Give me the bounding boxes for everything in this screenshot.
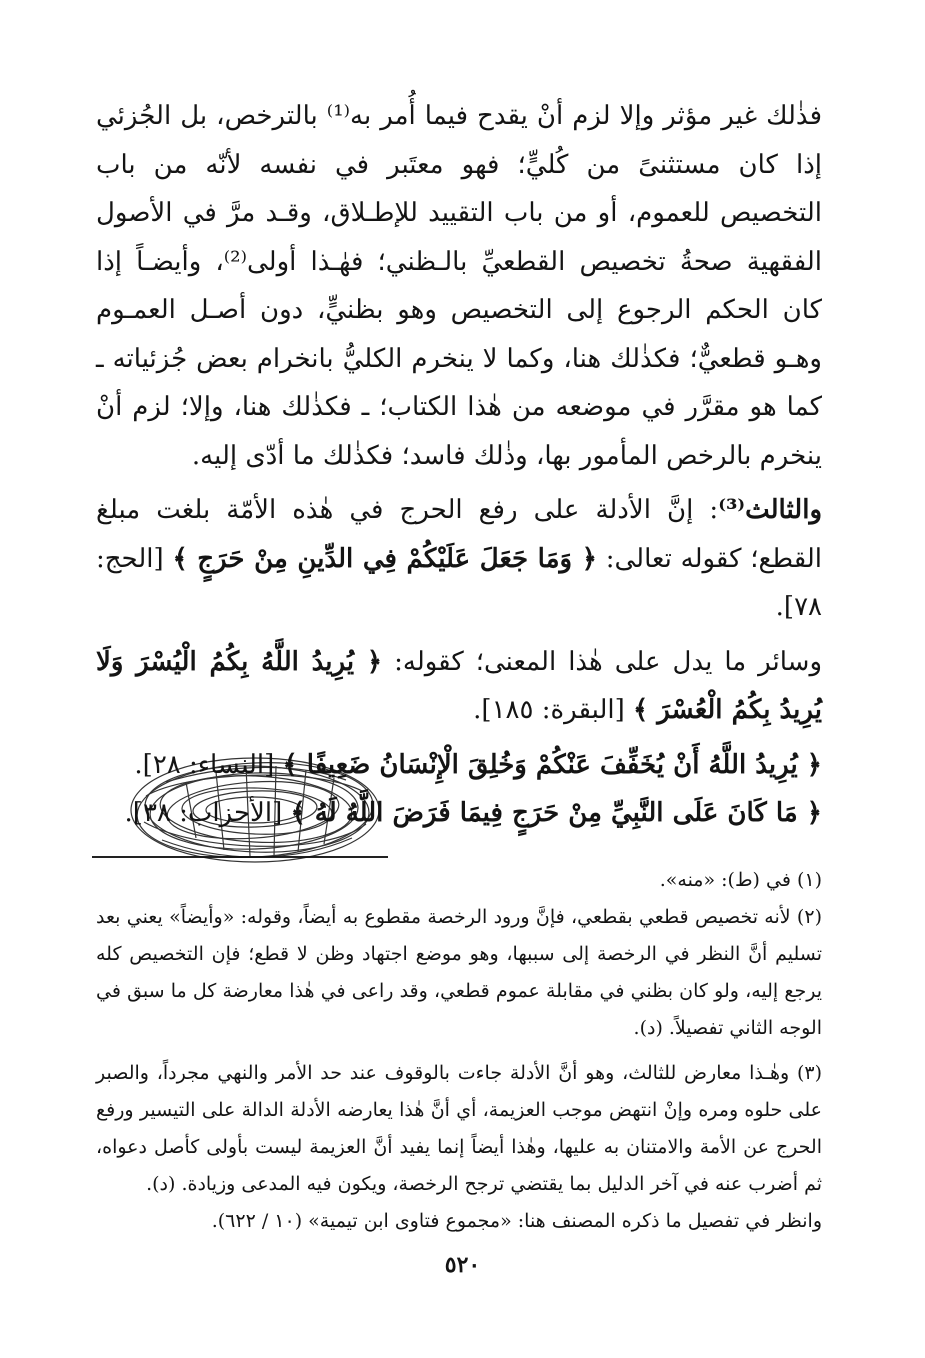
paragraph-3 <box>96 638 822 735</box>
verse-ref-ahzab: [الأحزاب: ٣٨]. <box>124 798 291 828</box>
footnote-1: (١) في (ط): «منه». <box>659 868 822 891</box>
verse-ref-baqarah: [البقرة: ١٨٥]. <box>473 695 634 725</box>
quran-verse-nisa: ﴿ يُرِيدُ اللَّهُ أَنْ يُخَفِّفَ عَنْكُمْ وَخُلِقَ الْإِنْسَانُ ضَعِيفًا ﴾ <box>282 749 822 780</box>
main-text <box>96 92 822 838</box>
verse-ref-hajj: [الحج: ٧٨]. <box>96 543 822 622</box>
paragraph-1: فذٰلك غير مؤثر وإلا لزم أنْ يقدح فيما أُمر به⁽¹⁾ بالترخص، بل الجُزئي إذا كان مستثنىً من كُليٍّ؛ فهو معتَبر في نفسه لأنّه من باب التخصيص للعموم، أو من باب التقييد للإطـلاق، وقـد مرَّ في الأصول الفقهية صحةُ تخصيص القطعيِّ بالـظني؛ فهٰـذا أولى⁽²⁾، وأيضـاً إذا كان الحكم الرجوع إلى التخصيص وهو بظنيٍّ، دون أصـل العمـوم وهـو قطعيٌّ؛ فكذٰلك هنا، وكما لا ينخرم الكليُّ بانخرام بعض جُزئياته ـ كما هو مقرَّر في موضعه من هٰذا الكتاب؛ ـ فكذٰلك هنا، وإلا؛ لزم أنْ ينخرم بالرخص المأمور بها، وذٰلك فاسد؛ فكذٰلك ما أدّى إليه. <box>96 101 822 471</box>
quran-verse-baqarah: ﴿ يُرِيدُ اللَّهُ بِكُمُ الْيُسْرَ وَلَا يُرِيدُ بِكُمُ الْعُسْرَ ﴾ <box>96 646 822 725</box>
footnote-3: (٣) وهٰـذا معارض للثالث، وهو أنَّ الأدلة جاءت بالوقوف عند حد الأمر والنهي مجرداً، والصبر على حلوه ومره وإنْ انتهض موجب العزيمة، أي أنَّ هٰذا يعارضه الأدلة الدالة على التيسير ورفع الحرج عن الأمة والامتنان به عليها، وهٰذا أيضاً إنما يفيد أنَّ العزيمة ليست بأولى كأصل دعواه، ثم أضرب عنه في آخر الدليل بما يقتضي ترجح الرخصة، ويكون فيه المدعى وزيادة. (د). <box>96 1061 823 1195</box>
footnote-4: وانظر في تفصيل ما ذكره المصنف هنا: «مجموع فتاوى ابن تيمية» (١٠ / ٦٢٢). <box>211 1209 822 1232</box>
paragraph-2-text: : إنَّ الأدلة على رفع الحرج في هٰذه الأمّة بلغت مبلغ القطع؛ كقوله تعالى: <box>96 495 822 574</box>
ink-scribble-mark <box>126 749 384 868</box>
quran-verse-hajj: ﴿ وَمَا جَعَلَ عَلَيْكُمْ فِي الدِّينِ مِنْ حَرَجٍ ﴾ <box>172 543 597 574</box>
paragraph-2 <box>96 486 822 632</box>
page-number: ٥٢٠ <box>444 1252 481 1278</box>
page-body <box>96 92 822 1240</box>
footnotes <box>96 862 822 1240</box>
section-lead: والثالث <box>745 495 822 525</box>
footnote-ref-3: ⁽³⁾ <box>718 495 746 525</box>
quran-verse-ahzab: ﴿ مَا كَانَ عَلَى النَّبِيِّ مِنْ حَرَجٍ فِيمَا فَرَضَ اللَّهُ لَهُ ﴾ <box>290 798 822 828</box>
footnote-2: (٢) لأنه تخصيص قطعي بقطعي، فإنَّ ورود الرخصة مقطوع به أيضاً، وقوله: «وأيضاً» يعني بعد تسليم أنَّ النظر في الرخصة إلى سببها، وهو موضع اجتهاد وظن لا قطع؛ فإن التخصيص كله يرجع إليه، ولو كان بظني في مقابلة عموم قطعي، وقد راعى في هٰذا معارضة كل ما سبق في الوجه الثاني تفصيلاً. (د). <box>96 905 822 1039</box>
paragraph-3-text: وسائر ما يدل على هٰذا المعنى؛ كقوله: <box>382 646 823 677</box>
verse-ref-nisa: [النساء: ٢٨]. <box>134 749 283 780</box>
